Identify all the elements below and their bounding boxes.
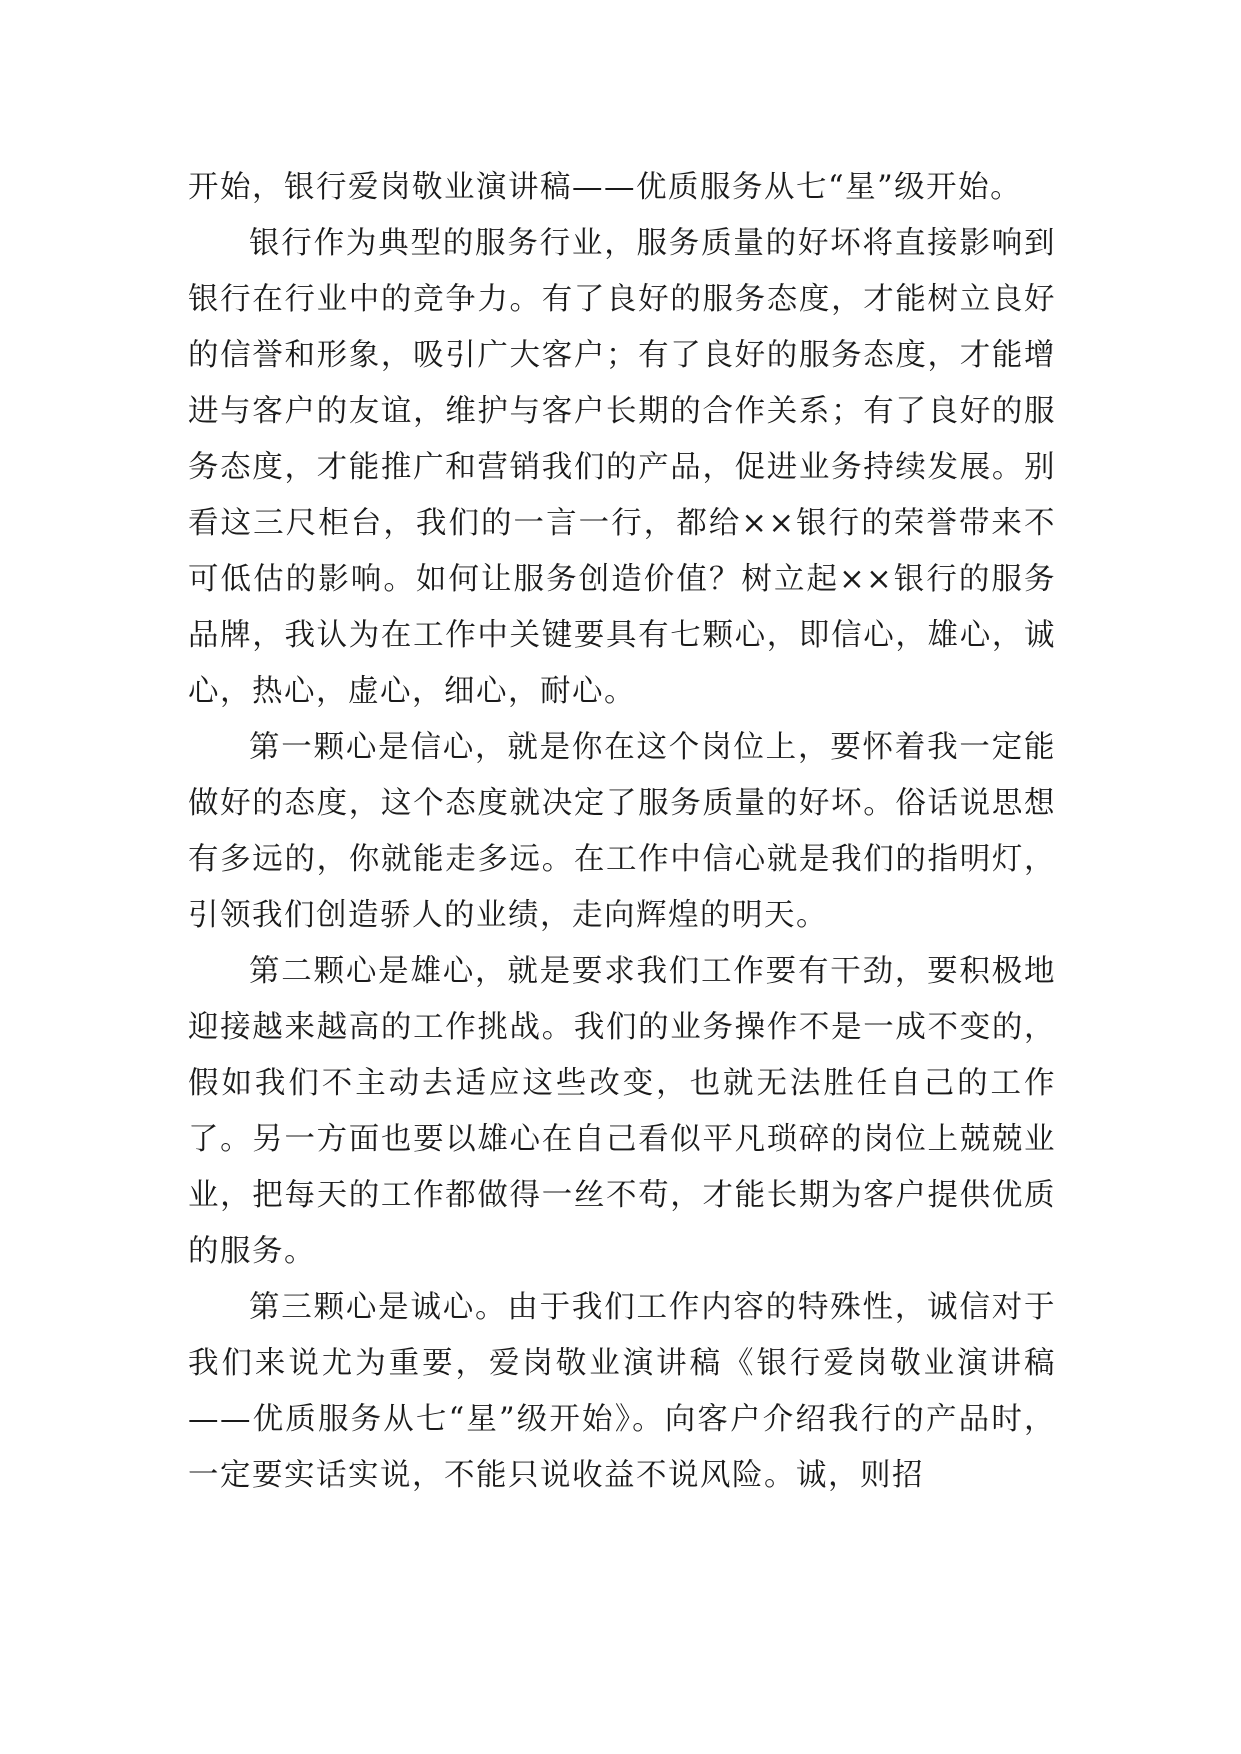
paragraph-service-quality: 银行作为典型的服务行业，服务质量的好坏将直接影响到银行在行业中的竞争力。有了良好的服务态度，才能树立良好的信誉和形象，吸引广大客户；有了良好的服务态度，才能增进与客户的友谊，维护与客户长期的合作关系；有了良好的服务态度，才能推广和营销我们的产品，促进业务持续发展。别看这三尺柜台，我们的一言一行，都给××银行的荣誉带来不可低估的影响。如何让服务创造价值？树立起××银行的服务品牌，我认为在工作中关键要具有七颗心，即信心，雄心，诚心，热心，虚心，细心，耐心。 — [188, 226, 1056, 709]
paragraph-continuation: 开始，银行爱岗敬业演讲稿——优质服务从七“星”级开始。 — [188, 170, 1023, 205]
paragraph-second-heart: 第二颗心是雄心，就是要求我们工作要有干劲，要积极地迎接越来越高的工作挑战。我们的业务操作不是一成不变的，假如我们不主动去适应这些改变，也就无法胜任自己的工作了。另一方面也要以雄心在自己看似平凡琐碎的岗位上兢兢业业，把每天的工作都做得一丝不苟，才能长期为客户提供优质的服务。 — [188, 954, 1056, 1269]
paragraph-first-heart: 第一颗心是信心，就是你在这个岗位上，要怀着我一定能做好的态度，这个态度就决定了服务质量的好坏。俗话说思想有多远的，你就能走多远。在工作中信心就是我们的指明灯，引领我们创造骄人的业绩，走向辉煌的明天。 — [188, 730, 1056, 933]
paragraph-third-heart: 第三颗心是诚心。由于我们工作内容的特殊性，诚信对于我们来说尤为重要，爱岗敬业演讲稿《银行爱岗敬业演讲稿——优质服务从七“星”级开始》。向客户介绍我行的产品时，一定要实话实说，不能只说收益不说风险。诚，则招 — [188, 1290, 1056, 1493]
document-body — [188, 160, 1056, 1504]
